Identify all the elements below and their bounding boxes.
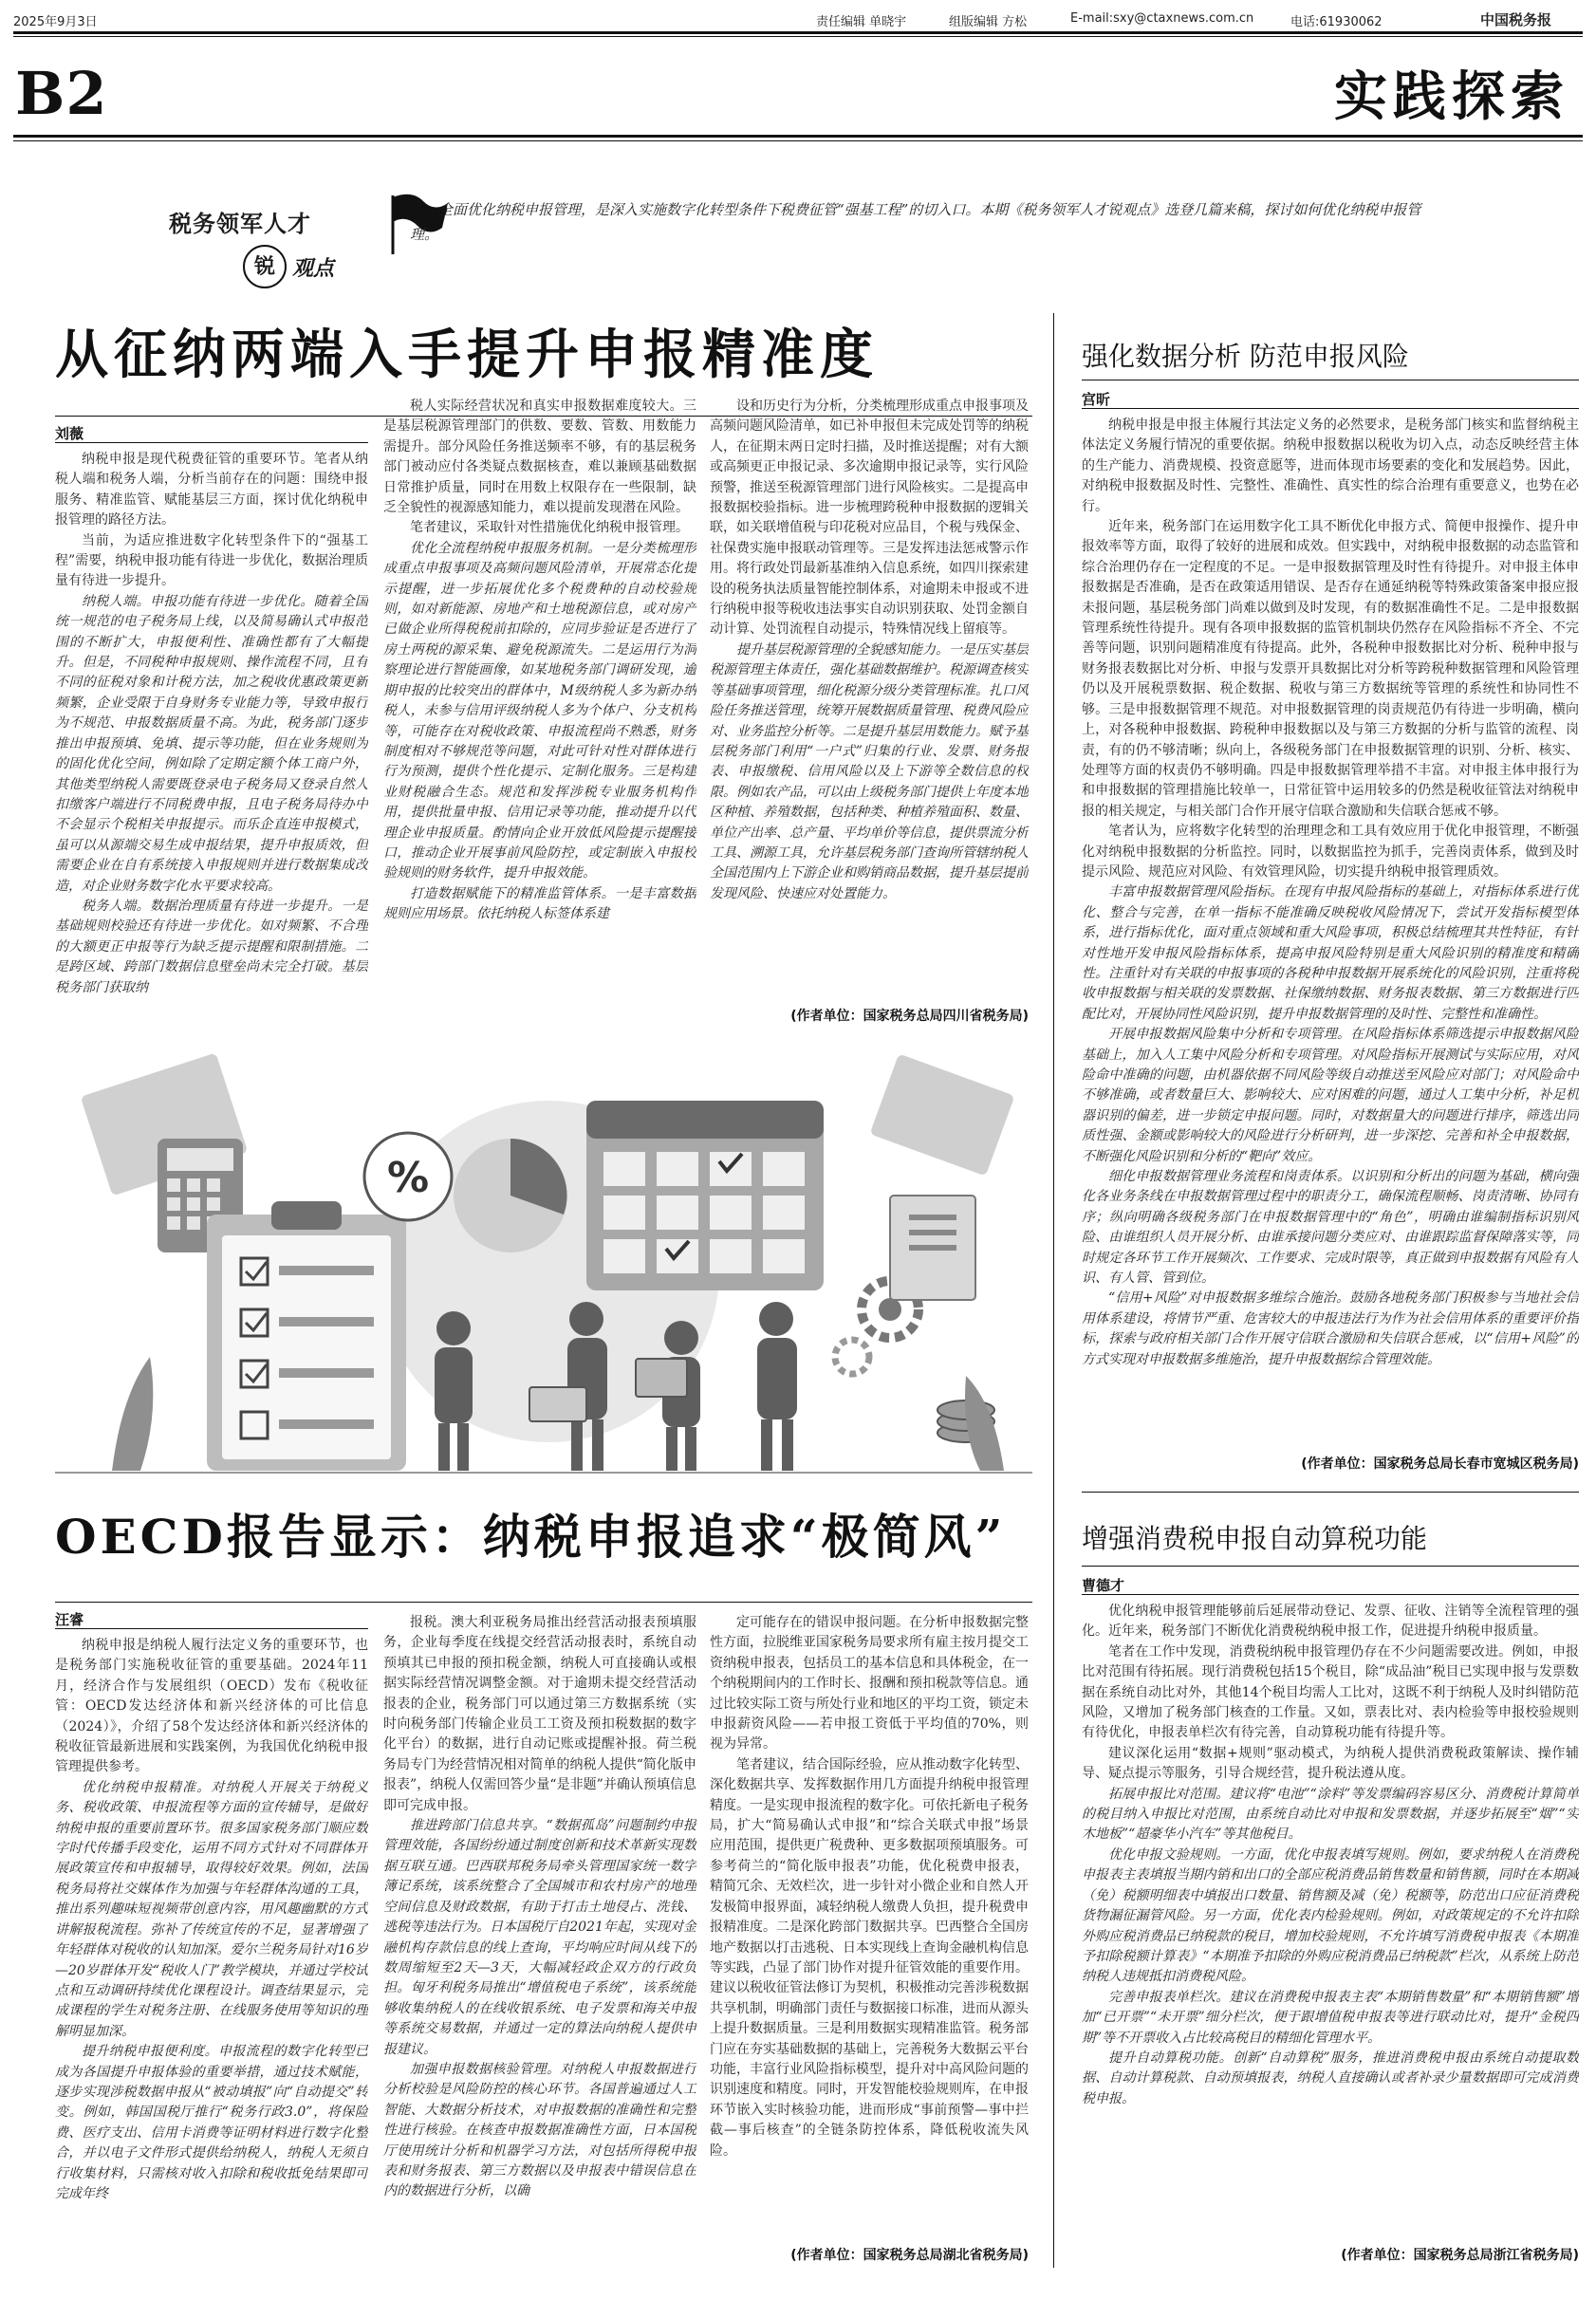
article3-column-2 — [383, 1613, 696, 2268]
article2-body — [1082, 416, 1579, 1446]
column-divider — [1053, 313, 1054, 2268]
article4-paragraph: 笔者在工作中发现，消费税纳税申报管理仍存在不少问题需要改进。例如，申报比对范围有待拓展。现行消费税包括15个税目，除“成品油”税目已实现申报与发票数据在系统自动比对外，其他14个税目均需人工比对，这既不利于纳税人及时纠错防范风险，又增加了税务部门核查的工作量。又如，票表比对、表内检验等申报校验规则有待优化，申报表单栏次有待完善，自动算税功能有待提升等。 — [1082, 1643, 1579, 1741]
article4-author: 曹德才 — [1082, 1577, 1125, 1594]
article3-col2-paragraph: 加强申报数据核验管理。对纳税人申报数据进行分析校验是风险防控的核心环节。各国普遍通过人工智能、大数据分析技术，对申报数据的准确性和完整性进行核验。在核查申报数据准确性方面，日本国税厅使用统计分析和机器学习方法，对包括所得税申报表和财务报表、第三方数据以及申报表中错误信息在内的数据进行分析，以确 — [383, 2061, 696, 2199]
article3-col1-paragraph: 纳税申报是纳税人履行法定义务的重要环节，也是税务部门实施税收征管的重要基础。2024年11月，经济合作与发展组织（OECD）发布《税收征管：OECD发达经济体和新兴经济体的可比信息（2024）》，介绍了58个发达经济体和新兴经济体的税收征管最新进展和实践案例，为我国优化纳税申报管理提供参考。 — [55, 1638, 368, 1775]
article1-col2-paragraph: 优化全流程纳税申报服务机制。一是分类梳理形成重点申报事项及高频问题风险清单，开展常态化提示提醒，进一步拓展优化多个税费种的自动校验规则，如对新能源、房地产和土地税源信息，或对房产已做企业所得税税前扣除的，应同步验证是否进行了房土两税的源采集、避免税源流失。二是运用行为洞察理论进行智能画像，如某地税务部门调研发现，逾期申报的比较突出的群体中，M级纳税人多为新办纳税人，未参与信用评级纳税人多为个体户、分支机构等，可能存在对税收政策、申报流程尚不熟悉，财务制度相对不够规范等问题，对此可针对性对群体进行行为预测，提供个性化提示、定制化服务。三是构建业财税融合生态。规范和发挥涉税专业服务机构作用，提供批量申报、信用记录等功能，推动提升以代理企业申报质量。酌情向企业开放低风险提示提醒接口，推动企业开展事前风险防控，或定制嵌入申报校验规则的财务软件，提升申报效能。 — [383, 540, 696, 881]
article2-title: 强化数据分析 防范申报风险 — [1082, 341, 1409, 372]
article1-col1-paragraph: 当前，为适应推进数字化转型条件下的“强基工程”需要，纳税申报功能有待进一步优化，数据治理质量有待进一步提升。 — [55, 532, 368, 589]
page-number: B2 — [15, 59, 108, 128]
article1-col3-paragraph: 设和历史行为分析，分类梳理形成重点申报事项及高频问题风险清单，如已补申报但未完成处罚等的纳税人，在征期末两日定时扫描，及时推送提醒；对有大额或高频更正申报记录、多次逾期申报记录等，实行风险预警，推送至税源管理部门进行风险核实。二是提高申报数据校验指标。进一步梳理跨税种申报数据的逻辑关联，如关联增值税与印花税对应品目，个税与残保金、社保费实施申报联动管理等。三是发挥违法惩戒警示作用。将行政处罚最新基准纳入信息系统，如四川探索建设的税务执法质量智能控制体系，对逾期未申报或不进行纳税申报等税收违法事实自动识别获取、处罚金额自动计算、处罚流程自动提示，特殊情况线上留痕等。 — [710, 399, 1029, 638]
article4-title-rule — [1082, 1566, 1579, 1567]
article3-column-3 — [710, 1613, 1029, 2239]
article3-col3-paragraph: 定可能存在的错误申报问题。在分析申报数据完整性方面，拉脱维亚国家税务局要求所有雇主按月提交工资纳税申报表，包括员工的基本信息和具体税金，在一个纳税期间内的工作时长、报酬和预扣税款等信息。通过比较实际工资与所处行业和地区的平均工资，锁定未申报薪资风险——若申报工资低于平均值的70%，则视为异常。 — [710, 1615, 1029, 1753]
article2-author: 宫昕 — [1082, 391, 1111, 408]
tax-filing-illustration — [55, 1034, 1032, 1480]
article1-col2-paragraph: 笔者建议，采取针对性措施优化纳税申报管理。 — [410, 520, 689, 536]
article2-paragraph: “信用+风险”对申报数据多维综合施治。鼓励各地税务部门积极参与当地社会信用体系建设，将情节严重、危害较大的申报违法行为作为社会信用体系的重要评价指标，探索与政府相关部门合作开展守信联合激励和失信联合惩戒，以“信用+风险”的方式实现对申报数据多维施治，提升申报数据综合管理效能。 — [1082, 1290, 1579, 1367]
article2-paragraph: 近年来，税务部门在运用数字化工具不断优化申报方式、简便申报操作、提升申报效率等方面，取得了较好的进展和成效。但实践中，对纳税申报数据的动态监管和综合治理仍存在一定程度的不足。一是申报数据管理及时性有待提升。对申报主体申报数据是否准确，是否在政策适用错误、是否存在通延纳税等特殊政策备案申报应报未报问题，基层税务部门尚难以做到及时发现，有的数据准确性不足。二是申报数据管理系统性待提升。现有各项申报数据的监管机制块仍然存在风险指标不齐全、不完善等问题，识别问题精准度有待提高。此外，各税种申报数据比对分析、税种申报与财务报表数据比对分析、申报与发票开具数据比对分析等跨税种数据管理和风险管理仍以及开展税票数据、税企数据、税收与第三方数据统等管理的系统性和协同性不够。三是申报数据管理不规范。对申报数据管理的岗责规范仍有待进一步明确，横向上，对各税种申报数据、跨税种申报数据以及与第三方数据的分析与监管的流程、岗责，有的仍不够清晰；纵向上，各级税务部门在申报数据管理的识别、分析、核实、处理等方面的权责仍不够明确。四是申报数据管理举措不丰富。对申报主体申报行为和申报数据的管理措施比较单一，日常征管中运用较多的仍然是税收征管法对纳税申报的相关规定，与相关部门合作开展守信联合激励和失信联合惩戒不够。 — [1082, 519, 1579, 819]
article4-paragraph: 完善申报表单栏次。建议在消费税申报表主表“本期销售数量”和“本期销售额”增加“已开票”“未开票”细分栏次，便于跟增值税申报表等进行联动比对，提升“金税四期”等不开票收入占比较高税目的精细化管理水平。 — [1082, 1989, 1579, 2046]
column-logo-subtitle: 观点 — [292, 256, 335, 281]
article2-paragraph: 开展申报数据风险集中分析和专项管理。在风险指标体系筛选提示申报数据风险基础上，加入人工集中风险分析和专项管理。对风险指标开展测试与实际应用，对风险命中准确的问题，由机器依据不同风险等级自动推送至风险应对部门；对风险命中不够准确，或者数量巨大、影响较大、应对困难的问题，通过人工集中分析，补足机器识别的偏差，进一步锁定申报问题。同时，对数据量大的问题进行排序，筛选出同质性强、金额或影响较大的风险进行分析研判，进一步深挖、完善和补全申报数据，不断强化风险识别和分析的“靶向”效应。 — [1082, 1027, 1579, 1164]
article4-paragraph: 优化纳税申报管理能够前后延展带动登记、发票、征收、注销等全流程管理的强化。近年来，税务部门不断优化消费税纳税申报工作，促进提升纳税申报质量。 — [1082, 1604, 1579, 1640]
article3-title: OECD报告显示：纳税申报追求“极简风” — [55, 1509, 1007, 1565]
header-rule-thin — [13, 36, 1583, 37]
article2-paragraph: 笔者认为，应将数字化转型的治理理念和工具有效应用于优化申报管理，不断强化对纳税申报数据的分析监控。同时，以数据监控为抓手，完善岗责体系，做到及时提示风险、规范应对风险、有效管理风险，切实提升纳税申报管理质效。 — [1082, 824, 1579, 880]
article4-paragraph: 建议深化运用“数据+规则”驱动模式，为纳税人提供消费税政策解读、操作辅导、疑点提示等服务，引导合规经营，提升税法遵从度。 — [1082, 1745, 1579, 1782]
article4-body — [1082, 1602, 1579, 2237]
article1-col1-paragraph: 纳税申报是现代税费征管的重要环节。笔者从纳税人端和税务人端，分析当前存在的问题：围绕申报服务、精准监管、赋能基层三方面，探讨优化纳税申报管理的路径方法。 — [55, 452, 368, 529]
header-rule — [13, 31, 1583, 34]
article1-col1-paragraph: 纳税人端。申报功能有待进一步优化。随着全国统一规范的电子税务局上线，以及简易确认式申报范围的不断扩大，申报便利性、准确性都有了大幅提升。但是，不同税种申报规则、操作流程不同，且有不同的征税对象和计税方法，加之税收优惠政策更新频繁，企业受限于自身财务专业能力等，导致申报行为不规范、申报数据质量不高。为此，税务部门逐步推出申报预填、免填、提示等功能，但在业务规则为的固化优化空间，例如除了定期定额个体工商户外，其他类型纳税人需要既登录电子税务局又登录自然人扣缴客户端进行不同税费申报，且电子税务局待办中不会显示个税相关申报提示。而乐企直连申报模式，虽可以从源端交易生成申报结果，提升申报质效，但需要企业在自有系统接入申报规则并进行数据集成改造，对企业财务数字化水平要求较高。 — [55, 593, 368, 894]
article2-affiliation: (作者单位：国家税务总局长春市宽城区税务局) — [1301, 1456, 1579, 1472]
article3-col2-paragraph: 推进跨部门信息共享。“数据孤岛”问题制约申报管理效能，各国纷纷通过制度创新和技术革新实现数据互联互通。巴西联邦税务局牵头管理国家统一数字簿记系统，该系统整合了全国城市和农村房产的地理空间信息及财政数据，有助于打击土地侵占、洗钱、逃税等违法行为。日本国税厅自2021年起，实现对金融机构存款信息的线上查询，平均响应时间从线下的数周缩短至2天—3天，大幅减轻政企双方的行政负担。匈牙利税务局推出“增值税电子系统”，该系统能够收集纳税人的在线收银系统、电子发票和海关申报等系统交易数据，并通过一定的算法向纳税人提供申报建议。 — [383, 1818, 696, 2057]
article4-paragraph: 优化申报文验规则。一方面，优化申报表填写规则。例如，要求纳税人在消费税申报表主表填报当期内销和出口的全部应税消费品销售数量和销售额，同时在本期减（免）税额明细表中填报出口数量、销售额及减（免）税额等，防范出口应征消费税货物漏征漏管风险。另一方面，优化表内检验规则。例如，对政策规定的不允许扣除外购应税消费品已纳税款的税目，增加校验规则，不允许填写消费税申报表《本期准予扣除税额计算表》“本期准予扣除的外购应税消费品已纳税款”栏次，从系统上防范纳税人违规抵扣消费税风险。 — [1082, 1846, 1579, 1985]
article3-col1-paragraph: 优化纳税申报精准。对纳税人开展关于纳税义务、税收政策、申报流程等方面的宣传辅导，是做好纳税申报的重要前置环节。很多国家税务部门顺应数字时代传播手段变化，运用不同方式针对不同群体开展政策宣传和申报辅导，取得较好效果。例如，法国税务局将社交媒体作为加强与年轻群体沟通的工具，推出系列趣味短视频带创意内容，用风趣幽默的方式讲解报税流程。弥补了传统宣传的不足，显著增强了年轻群体对税收的认知加深。爱尔兰税务局针对16岁—20岁群体开发“税收人门”教学模块，并通过学校试点和互动调研持续优化课程设计。调查结果显示，完成课程的学生对税务注册、在线服务使用等知识的理解明显加深。 — [55, 1779, 368, 2039]
article4-paragraph: 拓展申报比对范围。建议将“电池”“涂料”等发票编码容易区分、消费税计算简单的税目纳入申报比对范围，由系统自动比对申报和发票数据，并逐步拓展至“烟”“实木地板”“超豪华小汽车”等其他税目。 — [1082, 1786, 1579, 1843]
layout-editor: 组版编辑 方松 — [949, 15, 1028, 29]
article3-author: 汪睿 — [55, 1611, 84, 1628]
section-title: 实践探索 — [1334, 65, 1569, 128]
article2-author-rule — [1082, 408, 1579, 409]
article3-col1-paragraph: 提升纳税申报便利度。申报流程的数字化转型已成为各国提升申报体验的重要举措，通过技术赋能，逐步实现涉税数据申报从“被动填报”向“自动提交”转变。例如，韩国国税厅推行“税务行政3.0”，将保险费、医疗支出、信用卡消费等证明材料进行数字化整合，并以电子文件形式提供给纳税人，纳税人无须自行收集材料，只需核对收入扣除和税收抵免结果即可完成年终 — [55, 2044, 368, 2201]
responsible-editor: 责任编辑 单晓宇 — [816, 15, 907, 29]
article1-author-rule — [55, 442, 368, 443]
article1-col3-paragraph: 提升基层税源管理的全貌感知能力。一是压实基层税源管理主体责任，强化基础数据维护。税源调查核实等基础事项管理，细化税源分级分类管理标准。扎口风险任务推送管理，统筹开展数据质量管理、税费风险应对、业务监控分析等。二是提升基层用数能力。赋予基层税务部门利用“一户式”归集的行业、发票、财务报表、申报缴税、信用风险以及上下游等全数信息的权限。例如农产品，可以由上级税务部门提供上年度本地区种植、养殖数据，包括种类、种植养殖面积、数量、单位产出率、总产量、平均单价等信息，提供票流分析工具、溯源工具，允许基层税务部门查询所管辖纳税人全国范围内上下游企业和购销商品数据，提升基层提前发现风险、快速应对处置能力。 — [710, 641, 1029, 901]
article3-affiliation: (作者单位：国家税务总局湖北省税务局) — [790, 2248, 1029, 2263]
percent-label: % — [386, 1154, 430, 1202]
article4-affiliation: (作者单位：国家税务总局浙江省税务局) — [1341, 2248, 1579, 2263]
column-logo-title: 税务领军人才 — [169, 211, 311, 237]
column-intro: 全面优化纳税申报管理，是深入实施数字化转型条件下税费征管“强基工程”的切入口。本期《税务领军人才锐观点》选登几篇来稿，探讨如何优化纳税申报管理。 — [410, 201, 1421, 243]
article1-title: 从征纳两端入手提升申报精准度 — [55, 324, 879, 386]
column-logo — [169, 190, 385, 294]
article1-col2-paragraph: 打造数据赋能下的精准监管体系。一是丰富数据规则应用场景。依托纳税人标签体系建 — [383, 885, 696, 922]
article4-author-rule — [1082, 1594, 1579, 1595]
column-logo-seal: 锐 — [243, 245, 287, 288]
page-header-strip — [0, 0, 1596, 34]
section-rule — [13, 135, 1583, 138]
contact-email: E-mail:sxy@ctaxnews.com.cn — [1070, 11, 1254, 26]
article1-column-2 — [383, 397, 696, 1029]
article1-col1-paragraph: 税务人端。数据治理质量有待进一步提升。一是基础规则校验还有待进一步优化。如对频繁、不合理的大额更正申报等行为缺乏提示提醒和限制措施。二是跨区域、跨部门数据信息壁垒尚未完全打破。基层税务部门获取纳 — [55, 898, 368, 995]
article4-top-rule — [1082, 1492, 1579, 1493]
article4-paragraph: 提升自动算税功能。创新“自动算税”服务，推进消费税申报由系统自动提取数据、自动计算税款、自动预填报表，纳税人直接确认或者补录少量数据即可完成消费税申报。 — [1082, 2050, 1579, 2106]
contact-phone: 电话:61930062 — [1290, 15, 1383, 29]
article3-column-1 — [55, 1636, 368, 2268]
issue-date: 2025年9月3日 — [13, 15, 98, 29]
article2-paragraph: 丰富申报数据管理风险指标。在现有申报风险指标的基础上，对指标体系进行优化、整合与完善，在单一指标不能准确反映税收风险情况下，尝试开发指标模型体系，进行指标优化，面对重点领域和重大风险事项，积极总结梳理其共性特征，有针对性地开发申报风险指标体系，提高申报风险特别是重大风险识别的精准度和精确性。注重针对有关联的申报事项的各税种申报数据开展系统化的风险识别，注重将税收申报数据与相关联的发票数据、社保缴纳数据、财务报表数据、第三方数据进行匹配比对，开展协同性风险识别，提升申报数据管理的及时性、完整性和准确性。 — [1082, 884, 1579, 1022]
article1-author: 刘薇 — [55, 425, 84, 442]
article3-title-rule — [55, 1602, 1032, 1603]
article3-author-rule — [55, 1628, 368, 1629]
article3-col2-paragraph: 报税。澳大利亚税务局推出经营活动报表预填服务，企业每季度在线提交经营活动报表时，系统自动预填其已申报的预扣税金额，纳税人可直接确认或根据实际经营情况调整金额。对于逾期未提交经营活动报表的企业，税务部门可以通过第三方数据系统（实时向税务部门传输企业员工工资及预扣税数据的数字化平台）的数据，进行自动记账或提醒补报。荷兰税务局专门为经营情况相对简单的纳税人提供“简化版申报表”，纳税人仅需回答少量“是非题”并确认预填信息即可完成申报。 — [383, 1615, 696, 1813]
section-rule-thin — [13, 140, 1583, 141]
article2-paragraph: 纳税申报是申报主体履行其法定义务的必然要求，是税务部门核实和监督纳税主体法定义务履行情况的重要依据。纳税申报数据以税收为切入点，动态反映经营主体的生产能力、消费规模、投资意愿等，进而体现市场要素的变化和发展趋势。因此，对纳税申报数据及时性、完整性、准确性、真实性的综合治理有重要意义，也势在必行。 — [1082, 417, 1579, 514]
article4-title: 增强消费税申报自动算税功能 — [1082, 1523, 1428, 1554]
article1-column-1 — [55, 450, 368, 1029]
article1-col2-paragraph: 税人实际经营状况和真实申报数据难度较大。三是基层税源管理部门的供数、要数、管数、用数能力需提升。部分风险任务推送频率不够，有的基层税务部门被动应付各类疑点数据核查，难以兼顾基础数据日常推护质量，同时在用数上权限存在一些限制，缺乏全貌性的视源感知能力，难以提前发现潜在风险。 — [383, 399, 696, 516]
article2-paragraph: 细化申报数据管理业务流程和岗责体系。以识别和分析出的问题为基础，横向强化各业务条线在申报数据管理过程中的职责分工，确保流程顺畅、岗责清晰、协同有序；纵向明确各级税务部门在申报数据管理中的“角色”，明确由谁编制指标识别风险、由谁组织人员开展分析、由谁承接问题分类应对、由谁跟踪监督保障落实等，同时规定各环节工作开展频次、工作要求、完成时限等，真正做到申报数据有风险有人识、有人管、管到位。 — [1082, 1169, 1579, 1287]
article1-affiliation: (作者单位：国家税务总局四川省税务局) — [790, 1009, 1029, 1024]
article1-column-3 — [710, 397, 1029, 1000]
article3-col3-paragraph: 笔者建议，结合国际经验，应从推动数字化转型、深化数据共享、发挥数据作用几方面提升纳税申报管理精度。一是实现申报流程的数字化。可依托新电子税务局，扩大“简易确认式申报”和“综合关联式申报”场景应用范围，提供更广税费种、更多数据项预填服务。可参考荷兰的“简化版申报表”功能，优化税费申报表，精简冗余、无效栏次，进一步针对小微企业和自然人开发极简申报界面，减轻纳税人缴费人负担，提升税费申报精准度。二是深化跨部门数据共享。巴西整合全国房地产数据以打击逃税、日本实现线上查询金融机构信息等实践，凸显了部门协作对提升征管效能的重要作用。建议以税收征管法修订为契机，积极推动完善涉税数据共享机制，明确部门责任与数据接口标准，进而从源头上提升数据质量。三是利用数据实现精准监管。税务部门应在夯实基础数据的基础上，完善税务大数据云平台功能，丰富行业风险指标模型，提升对中高风险问题的识别速度和精度。同时，开发智能校验规则库，在申报环节嵌入实时核验功能，进而形成“事前预警—事中拦截—事后核查”的全链条防控体系，降低税收流失风险。 — [710, 1756, 1029, 2159]
newspaper-name: 中国税务报 — [1480, 11, 1552, 28]
